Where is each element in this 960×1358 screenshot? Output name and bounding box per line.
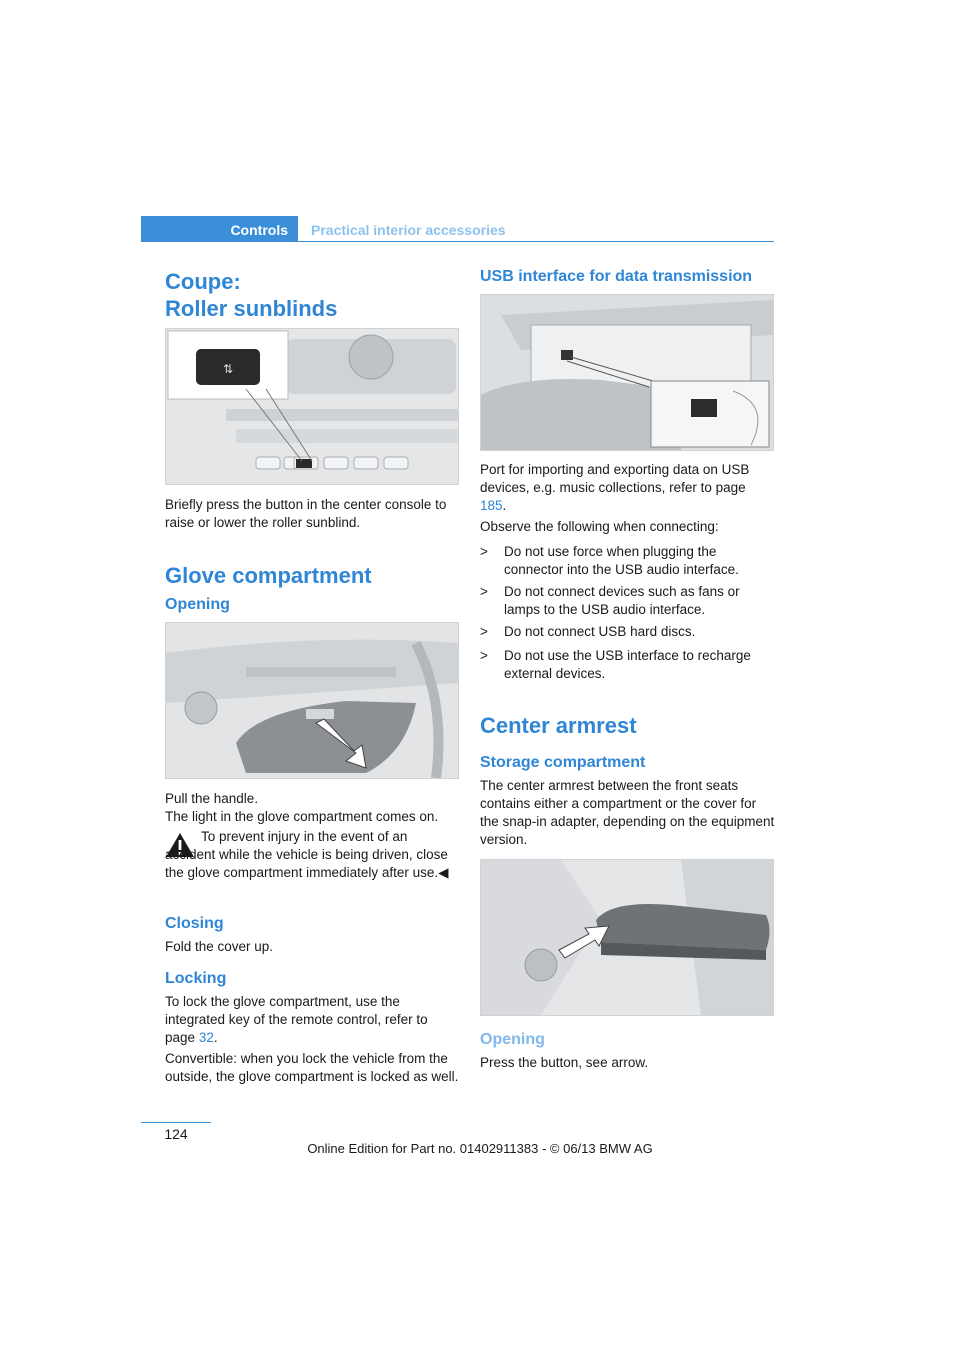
usb-port-image	[480, 294, 774, 451]
page-number: 124	[164, 1126, 188, 1142]
svg-text:⇅: ⇅	[222, 362, 234, 376]
usb-body: Port for importing and exporting data on USB devices, e.g. music collections, refer to page	[480, 462, 750, 495]
pull-handle-text: Pull the handle.	[165, 791, 259, 806]
bullet-text: Do not use force when plugging the connector into the USB audio interface.	[504, 544, 739, 577]
armrest-image	[480, 859, 774, 1016]
bullet-mark: >	[480, 648, 488, 663]
section-tab: Controls	[141, 216, 298, 242]
storage-compartment-heading: Storage compartment	[480, 754, 646, 771]
bullet-text: Do not connect USB hard discs.	[504, 624, 696, 639]
title-line-2: Roller sunblinds	[165, 296, 338, 321]
title-line-1: Coupe:	[165, 269, 241, 294]
page-32-link[interactable]: 32	[198, 1030, 214, 1045]
page-185-link[interactable]: 185	[480, 498, 503, 513]
storage-text: The center armrest between the front seats contains either a compartment or the cover for the snap-in adapter, depending on the equipment version.	[480, 778, 775, 847]
center-armrest-title: Center armrest	[480, 713, 637, 738]
warning-text	[165, 828, 460, 882]
header-rule	[298, 241, 774, 242]
locking-period: .	[213, 1030, 218, 1045]
list-item	[480, 623, 775, 641]
warning-body: To prevent injury in the event of an accident while the vehicle is being driven, close the glove compartment immediately after use.	[165, 829, 448, 880]
glove-compartment-image	[165, 622, 459, 779]
end-mark: ◀	[438, 865, 449, 880]
usb-interface-heading: USB interface for data transmission	[480, 268, 753, 285]
glove-compartment-title: Glove compartment	[165, 563, 372, 588]
bullet-mark: >	[480, 624, 488, 639]
armrest-opening-text: Press the button, see arrow.	[480, 1055, 649, 1070]
usb-period: .	[502, 498, 507, 513]
list-item	[480, 543, 775, 579]
closing-text: Fold the cover up.	[165, 939, 274, 954]
sunblind-text: Briefly press the button in the center console to raise or lower the roller sunblind.	[165, 497, 447, 530]
breadcrumb: Practical interior accessories	[311, 222, 506, 238]
list-item	[480, 583, 775, 619]
opening-heading: Opening	[165, 596, 230, 613]
locking-text	[165, 993, 460, 1047]
bullet-mark: >	[480, 584, 488, 599]
roller-sunblinds-title	[165, 268, 337, 322]
bullet-mark: >	[480, 544, 488, 559]
sunblind-button-image	[165, 328, 459, 485]
bullet-text: Do not use the USB interface to recharge external devices.	[504, 648, 751, 681]
footer-text: Online Edition for Part no. 01402911383 - © 06/13 BMW AG	[307, 1141, 653, 1156]
list-item	[480, 647, 775, 683]
locking-heading: Locking	[165, 970, 227, 987]
page-number-rule	[141, 1122, 211, 1123]
light-text: The light in the glove compartment comes on.	[165, 809, 439, 824]
usb-text	[480, 461, 775, 515]
convertible-text: Convertible: when you lock the vehicle from the outside, the glove compartment is locked as well.	[165, 1051, 459, 1084]
observe-text: Observe the following when connecting:	[480, 519, 719, 534]
closing-heading: Closing	[165, 915, 224, 932]
armrest-opening-heading: Opening	[480, 1031, 545, 1048]
bullet-text: Do not connect devices such as fans or lamps to the USB audio interface.	[504, 584, 740, 617]
locking-body: To lock the glove compartment, use the integrated key of the remote control, refer to page	[165, 994, 428, 1045]
